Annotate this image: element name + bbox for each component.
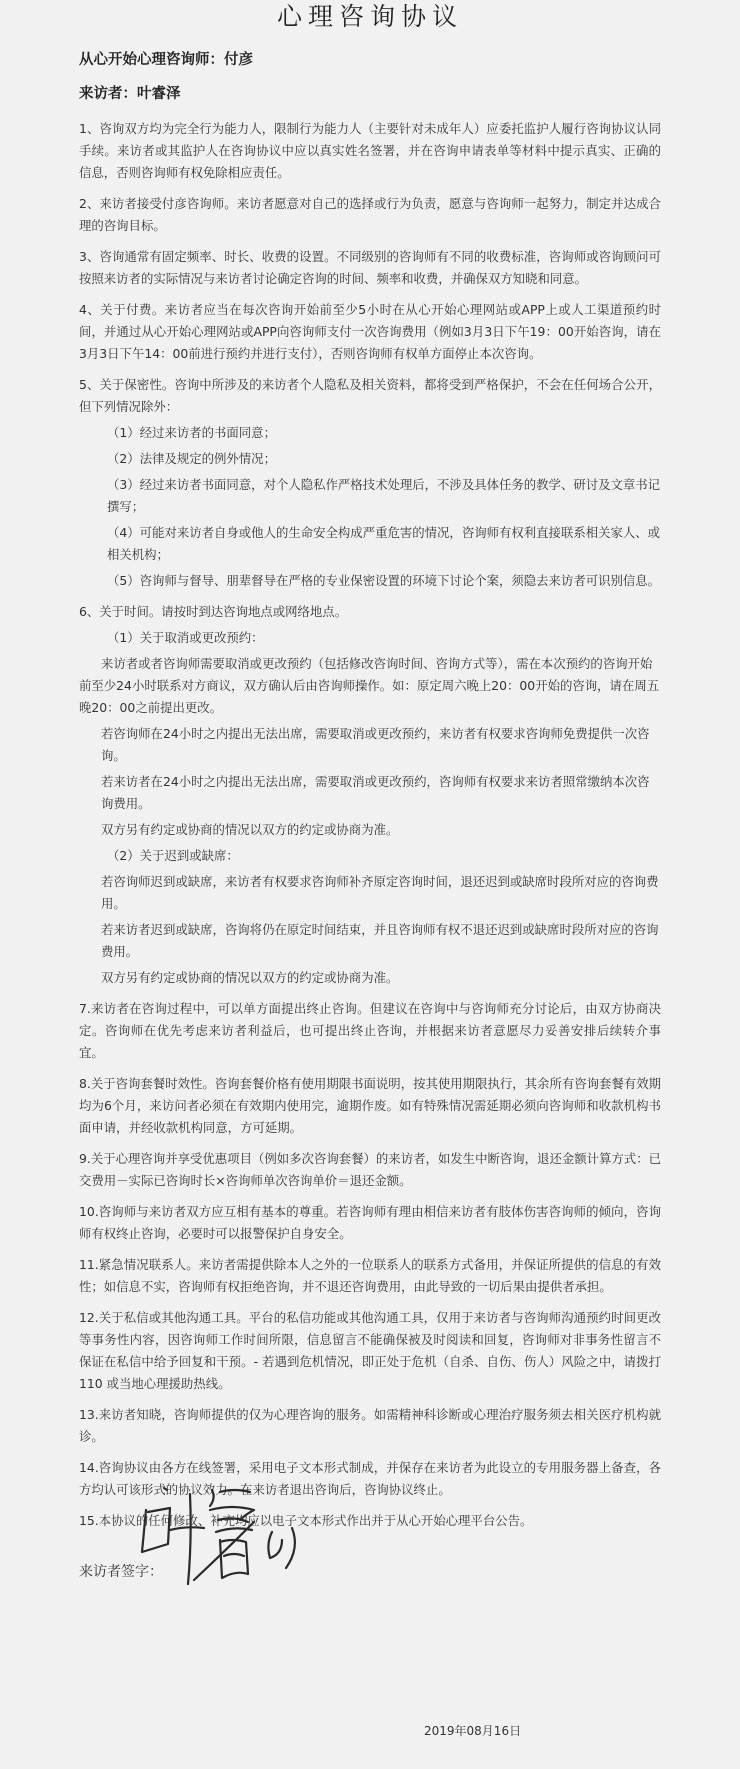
clause-8: 8.关于咨询套餐时效性。咨询套餐价格有使用期限书面说明，按其使用期限执行，其余所有咨询套餐有效期均为6个月，来访问者必须在有效期内使用完，逾期作废。如有特殊情况需延期必须向咨询师和收款机构书面申请，并经收款机构同意，方可延期。 [79,1076,661,1135]
clause-2: 2、来访者接受付彦咨询师。来访者愿意对自己的选择或行为负责，愿意与咨询师一起努力，制定并达成合理的咨询目标。 [79,196,661,233]
clause-5-item: （4）可能对来访者自身或他人的生命安全构成严重危害的情况，咨询师有权利直接联系相关家人、或相关机构； [107,525,661,562]
clause-7: 7.来访者在咨询过程中，可以单方面提出终止咨询。但建议在咨询中与咨询师充分讨论后，由双方协商决定。咨询师在优先考虑来访者利益后，也可提出终止咨询，并根据来访者意愿尽力妥善安排后续转介事宜。 [79,1001,661,1060]
clause-15: 15.本协议的任何修改、补充均应以电子文本形式作出并于从心开始心理平台公告。 [79,1513,533,1528]
clause-10: 10.咨询师与来访者双方应互相有基本的尊重。若咨询师有理由相信来访者有肢体伤害咨询师的倾向，咨询师有权终止咨询，必要时可以报警保护自身安全。 [79,1204,661,1241]
clause-5-item: （5）咨询师与督导、朋辈督导在严格的专业保密设置的环境下讨论个案，须隐去来访者可识别信息。 [107,573,661,588]
clause-6-sub2-line: 若咨询师迟到或缺席，来访者有权要求咨询师补齐原定咨询时间，退还迟到或缺席时段所对应的咨询费用。 [101,874,659,911]
counselor-line: 从心开始心理咨询师：付彦 [79,52,253,68]
clause-6-sub1-line: 若来访者在24小时之内提出无法出席，需要取消或更改预约，咨询师有权要求来访者照常缴纳本次咨询费用。 [101,774,650,811]
clause-12: 12.关于私信或其他沟通工具。平台的私信功能或其他沟通工具，仅用于来访者与咨询师沟通预约时间更改等事务性内容，因咨询师工作时间所限，信息留言不能确保被及时阅读和回复，咨询师对非事务性留言不保证在私信中给予回复和干预。- 若遇到危机情况，即正处于危机（自杀、自伤、伤人）风险之中，请拨打 110 或当地心理援助热线。 [79,1310,661,1391]
clause-4: 4、关于付费。来访者应当在每次咨询开始前至少5小时在从心开始心理网站或APP上或人工渠道预约时间，并通过从心开始心理网站或APP向咨询师支付一次咨询费用（例如3月3日下午19：00开始咨询，请在3月3日下午14：00前进行预约并进行支付），否则咨询师有权单方面停止本次咨询。 [79,302,661,361]
clause-5: 5、关于保密性。咨询中所涉及的来访者个人隐私及相关资料，都将受到严格保护，不会在任何场合公开，但下列情况除外： [79,377,661,414]
clause-6: 6、关于时间。请按时到达咨询地点或网络地点。 [79,604,348,619]
clause-6-sub1-heading: （1）关于取消或更改预约： [107,630,264,645]
clause-6-sub2-line: 双方另有约定或协商的情况以双方的约定或协商为准。 [101,970,399,985]
clause-9: 9.关于心理咨询并享受优惠项目（例如多次咨询套餐）的来访者，如发生中断咨询，退还金额计算方式：已交费用－实际已咨询时长×咨询师单次咨询单价＝退还金额。 [79,1151,661,1188]
signature-date: 2019年08月16日 [424,1724,522,1738]
clause-5-item: （3）经过来访者书面同意，对个人隐私作严格技术处理后，不涉及具体任务的教学、研讨及文章书记撰写； [107,477,661,514]
signature-label: 来访者签字： [79,1564,163,1580]
visitor-line: 来访者：叶睿泽 [79,86,181,102]
clause-14: 14.咨询协议由各方在线签署，采用电子文本形式制成，并保存在来访者为此设立的专用服务器上备查，各方均认可该形式的协议效力。在来访者退出咨询后，咨询协议终止。 [79,1460,661,1497]
clause-1: 1、咨询双方均为完全行为能力人，限制行为能力人（主要针对未成年人）应委托监护人履行咨询协议认同手续。来访者或其监护人在咨询协议中应以真实姓名签署，并在咨询申请表单等材料中提示真实、正确的信息，否则咨询师有权免除相应责任。 [79,121,661,180]
clause-6-sub1-line: 双方另有约定或协商的情况以双方的约定或协商为准。 [101,822,399,837]
clause-6-sub2-line: 若来访者迟到或缺席，咨询将仍在原定时间结束，并且咨询师有权不退还迟到或缺席时段所对应的咨询费用。 [101,922,659,959]
clause-5-item: （1）经过来访者的书面同意； [107,425,276,440]
handwritten-signature [130,1480,330,1600]
page-title: 心理咨询协议 [276,2,463,31]
clause-11: 11.紧急情况联系人。来访者需提供除本人之外的一位联系人的联系方式备用，并保证所提供的信息的有效性；如信息不实，咨询师有权拒绝咨询，并不退还咨询费用，由此导致的一切后果由提供者承担。 [79,1257,661,1294]
clause-3: 3、咨询通常有固定频率、时长、收费的设置。不同级别的咨询师有不同的收费标准，咨询师或咨询顾问可按照来访者的实际情况与来访者讨论确定咨询的时间、频率和收费，并确保双方知晓和同意。 [79,249,661,286]
clause-6-sub1-line: 若咨询师在24小时之内提出无法出席，需要取消或更改预约，来访者有权要求咨询师免费提供一次咨询。 [101,726,650,763]
clause-6-sub1-text: 来访者或者咨询师需要取消或更改预约（包括修改咨询时间、咨询方式等），需在本次预约的咨询开始前至少24小时联系对方商议，双方确认后由咨询师操作。如：原定周六晚上20：00开始的咨询，请在周五晚20：00之前提出更改。 [79,656,660,715]
clause-6-sub2-heading: （2）关于迟到或缺席： [107,848,239,863]
clause-13: 13.来访者知晓，咨询师提供的仅为心理咨询的服务。如需精神科诊断或心理治疗服务须去相关医疗机构就诊。 [79,1407,661,1444]
clause-5-item: （2）法律及规定的例外情况； [107,451,276,466]
